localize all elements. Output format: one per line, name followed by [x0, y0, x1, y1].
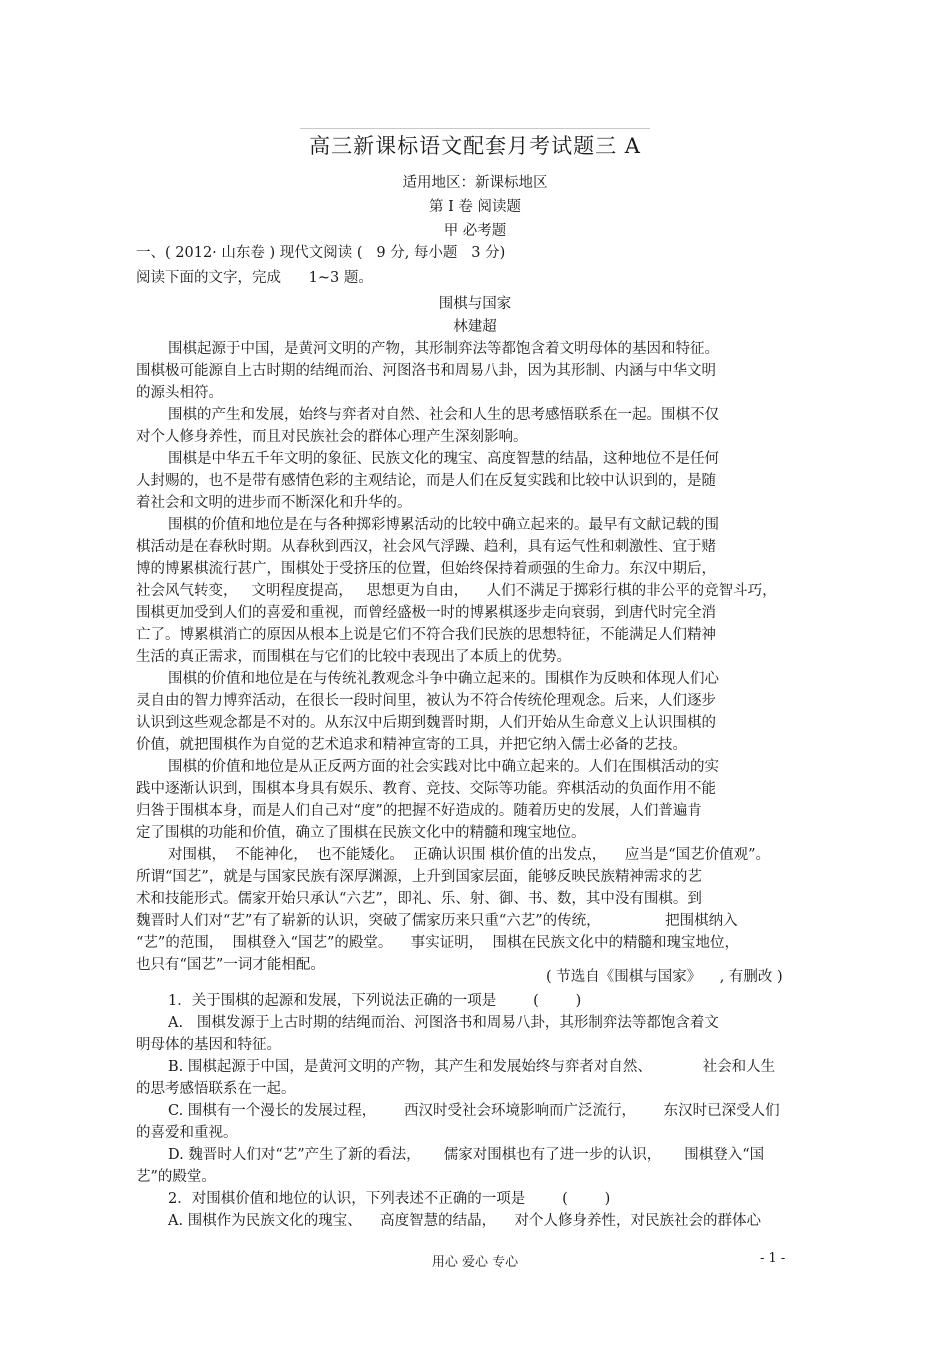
body-line: 的源头相符。	[136, 385, 223, 401]
question-line: A. 围棋作为民族文化的瑰宝、 高度智慧的结晶， 对个人修身养性，对民族社会的群体心	[168, 1213, 762, 1229]
question-line: A. 围棋发源于上古时期的结绳而治、河图洛书和周易八卦，其形制弈法等都饱含着文	[168, 1015, 719, 1031]
question-line: 艺”的殿堂。	[136, 1169, 216, 1185]
question-line: D. 魏晋时人们对“艺”产生了新的看法， 儒家对围棋也有了进一步的认识， 围棋登入“国	[168, 1147, 765, 1163]
body-line: 围棋更加受到人们的喜爱和重视，而曾经盛极一时的博累棋逐步走向衰弱，到唐代时完全消	[136, 605, 716, 621]
body-line: 认识到这些观念都是不对的。从东汉中后期到魏晋时期，人们开始从生命意义上认识围棋的	[136, 715, 716, 731]
section-intro: 一、( 2012· 山东卷 ) 现代文阅读 ( 9 分, 每小题 3 分)	[136, 245, 506, 261]
article-title: 围棋与国家	[438, 296, 512, 312]
body-line: 棋活动是在春秋时期。从春秋到西汉，社会风气浮躁、趋利，具有运气性和刺激性、宜于赌	[136, 539, 716, 555]
question-line: C. 围棋有一个漫长的发展过程， 西汉时受社会环境影响而广泛流行， 东汉时已深受人们	[168, 1103, 780, 1119]
question-line: 的喜爱和重视。	[136, 1125, 238, 1141]
body-line: 人封赐的，也不是带有感情色彩的主观结论，而是人们在反复实践和比较中认识到的，是随	[136, 473, 716, 489]
body-line: 践中逐渐认识到，围棋本身具有娱乐、教育、竞技、交际等功能。弈棋活动的负面作用不能	[136, 781, 716, 797]
body-line: 术和技能形式。儒家开始只承认“六艺”，即礼、乐、射、御、书、数，其中没有围棋。到	[136, 891, 702, 907]
volume-heading: 第 I 卷 阅读题	[428, 199, 522, 215]
footer-motto: 用心 爱心 专心	[431, 1255, 519, 1270]
body-line: 围棋的价值和地位是在与传统礼教观念斗争中确立起来的。围棋作为反映和体现人们心	[168, 671, 719, 687]
body-line: 魏晋时人们对“艺”有了崭新的认识，突破了儒家历来只重“六艺”的传统， 把围棋纳入	[136, 913, 738, 929]
body-line: 灵自由的智力博弈活动，在很长一段时间里，被认为不符合传统伦理观念。后来，人们逐步	[136, 693, 716, 709]
question-line: 的思考感悟联系在一起。	[136, 1081, 296, 1097]
question-line: 2．对围棋价值和地位的认识，下列表述不正确的一项是 ( )	[168, 1191, 611, 1207]
title-rule	[300, 128, 650, 129]
page-number: - 1 -	[760, 1251, 786, 1266]
body-line: 围棋的价值和地位是在与各种掷彩博累活动的比较中确立起来的。最早有文献记载的围	[168, 517, 719, 533]
body-line: 归咎于围棋本身，而是人们自己对“度”的把握不好造成的。随着历史的发展，人们普遍肯	[136, 803, 702, 819]
body-line: 所谓“国艺”，就是与国家民族有深厚渊源，上升到国家层面，能够反映民族精神需求的艺	[136, 869, 702, 885]
article-author: 林建超	[453, 319, 497, 335]
body-line: 着社会和文明的进步而不断深化和升华的。	[136, 495, 412, 511]
body-line: 博的博累棋流行甚广，围棋处于受挤压的位置，但始终保持着顽强的生命力。东汉中期后，	[136, 561, 716, 577]
body-line: 对个人修身养性，而且对民族社会的群体心理产生深刻影响。	[136, 429, 528, 445]
body-line: 围棋极可能源自上古时期的结绳而治、河图洛书和周易八卦，因为其形制、内涵与中华文明	[136, 363, 716, 379]
question-line: 1．关于围棋的起源和发展，下列说法正确的一项是 ( )	[168, 993, 582, 1009]
reading-instruction: 阅读下面的文字，完成 1~3 题。	[136, 270, 373, 286]
body-line: 也只有“国艺”一词才能相配。	[136, 957, 325, 973]
body-line: 围棋起源于中国，是黄河文明的产物，其形制弈法等都饱含着文明母体的基因和特征。	[168, 341, 719, 357]
source-note: ( 节选自《围棋与国家》 , 有删改 )	[546, 969, 783, 985]
body-line: “艺”的范围， 围棋登入“国艺”的殿堂。 事实证明， 围棋在民族文化中的精髓和瑰宝地位，	[136, 935, 740, 951]
question-line: 明母体的基因和特征。	[136, 1037, 281, 1053]
body-line: 围棋是中华五千年文明的象征、民族文化的瑰宝、高度智慧的结晶，这种地位不是任何	[168, 451, 719, 467]
body-line: 亡了。博累棋消亡的原因从根本上说是它们不符合我们民族的思想特征，不能满足人们精神	[136, 627, 716, 643]
body-line: 对围棋， 不能神化， 也不能矮化。 正确认识围 棋价值的出发点， 应当是“国艺价值观”。	[168, 847, 771, 863]
applicable-region: 适用地区：新课标地区	[402, 175, 548, 191]
question-line: B. 围棋起源于中国，是黄河文明的产物，其产生和发展始终与弈者对自然、 社会和人生	[168, 1059, 776, 1075]
body-line: 围棋的价值和地位是从正反两方面的社会实践对比中确立起来的。人们在围棋活动的实	[168, 759, 719, 775]
body-line: 社会风气转变， 文明程度提高， 思想更为自由， 人们不满足于掷彩行棋的非公平的竞智斗巧，	[136, 583, 777, 599]
body-line: 价值，就把围棋作为自觉的艺术追求和精神宣寄的工具，并把它纳入儒士必备的艺技。	[136, 737, 687, 753]
page-title: 高三新课标语文配套月考试题三 A	[309, 134, 641, 158]
body-line: 生活的真正需求，而围棋在与它们的比较中表现出了本质上的优势。	[136, 649, 571, 665]
body-line: 定了围棋的功能和价值，确立了围棋在民族文化中的精髓和瑰宝地位。	[136, 825, 586, 841]
section-heading: 甲 必考题	[443, 223, 507, 239]
body-line: 围棋的产生和发展，始终与弈者对自然、社会和人生的思考感悟联系在一起。围棋不仅	[168, 407, 719, 423]
